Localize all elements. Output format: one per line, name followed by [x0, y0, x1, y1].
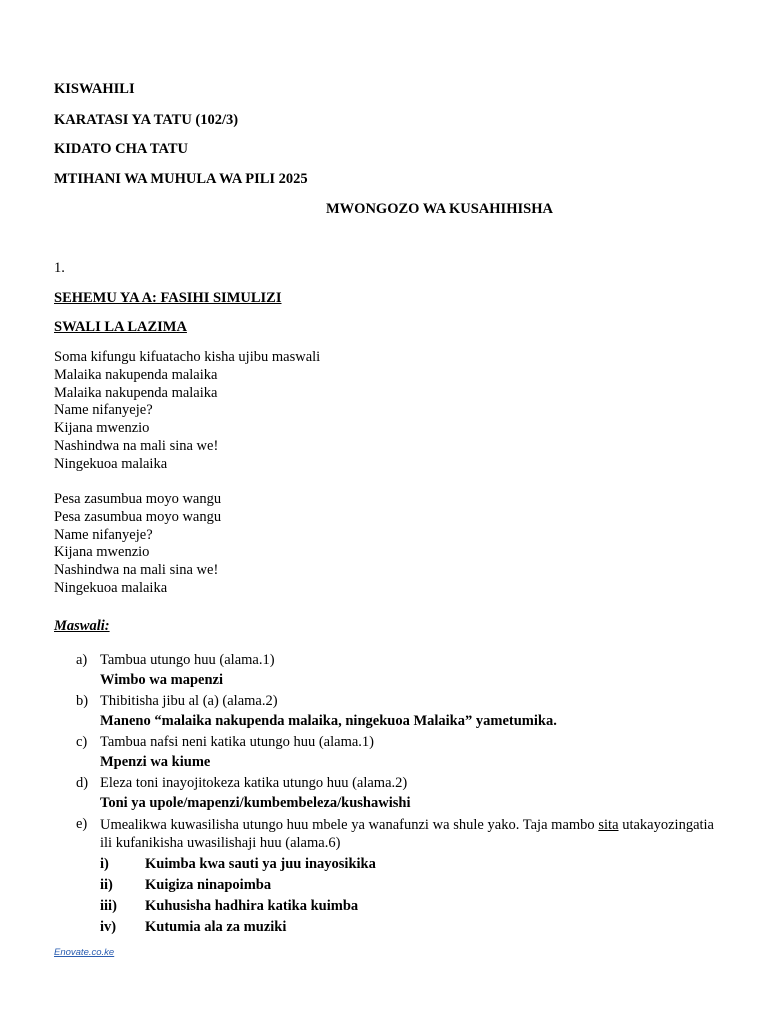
answer-number: ii): [100, 877, 113, 893]
poem-stanza-1: [54, 349, 320, 474]
answer-number: i): [100, 856, 109, 872]
footer-link[interactable]: Enovate.co.ke: [54, 947, 115, 958]
compulsory-label: SWALI LA LAZIMA: [54, 319, 187, 335]
item-marker: e): [76, 816, 88, 832]
answer-text: Kuhusisha hadhira katika kuimba: [145, 898, 359, 914]
answer-text: Kutumia ala za muziki: [145, 919, 287, 935]
instruction-text: Soma kifungu kifuatacho kisha ujibu maswali: [54, 349, 321, 365]
paper-heading: KARATASI YA TATU (102/3): [54, 112, 239, 128]
poem-line: Nashindwa na mali sina we!: [54, 437, 219, 454]
answer-item: [100, 898, 358, 915]
item-marker: a): [76, 652, 88, 668]
poem-line: Pesa zasumbua moyo wangu: [54, 508, 222, 525]
answer-number: iii): [100, 898, 117, 914]
answer-item: [100, 877, 271, 894]
item-e-text-cont: utakayozingatia ili kufanikisha uwasilishaji huu (alama.6): [100, 817, 714, 851]
answer-text: Kuimba kwa sauti ya juu inayosikika: [145, 856, 376, 872]
question-item-e: [100, 816, 714, 852]
answer-item: [100, 919, 286, 936]
answer-item: [100, 856, 376, 873]
answer-text: Kuigiza ninapoimba: [145, 877, 272, 893]
question-number: 1.: [54, 260, 65, 276]
item-question: Eleza toni inayojitokeza katika utungo huu (alama.2): [100, 775, 408, 791]
subject-heading: KISWAHILI: [54, 81, 135, 97]
poem-line: Nashindwa na mali sina we!: [54, 562, 219, 579]
poem-stanza-2: [54, 491, 221, 598]
item-answer: Mpenzi wa kiume: [100, 754, 211, 770]
poem-line: Malaika nakupenda malaika: [54, 366, 218, 383]
item-marker: c): [76, 734, 88, 750]
item-answer: Toni ya upole/mapenzi/kumbembeleza/kushawishi: [100, 795, 411, 811]
form-heading: KIDATO CHA TATU: [54, 141, 189, 157]
guide-title: MWONGOZO WA KUSAHIHISHA: [326, 201, 553, 217]
item-e-emphasis: sita: [598, 817, 619, 833]
poem-line: Ningekuoa malaika: [54, 455, 168, 472]
poem-line: Name nifanyeje?: [54, 526, 153, 543]
poem-line: Kijana mwenzio: [54, 420, 150, 437]
poem-line: Kijana mwenzio: [54, 544, 150, 561]
item-e-text: Umealikwa kuwasilisha utungo huu mbele ya wanafunzi wa shule yako. Taja mambo: [100, 817, 599, 833]
item-marker: b): [76, 693, 89, 709]
item-question: Tambua nafsi neni katika utungo huu (alama.1): [100, 734, 374, 750]
poem-line: Ningekuoa malaika: [54, 579, 168, 596]
questions-label: Maswali:: [54, 618, 110, 634]
item-answer: Maneno “malaika nakupenda malaika, ningekuoa Malaika” yametumika.: [100, 713, 557, 729]
answer-number: iv): [100, 919, 117, 935]
item-marker: d): [76, 775, 89, 791]
exam-heading: MTIHANI WA MUHULA WA PILI 2025: [54, 171, 308, 187]
section-title: SEHEMU YA A: FASIHI SIMULIZI: [54, 290, 282, 306]
item-question: Thibitisha jibu al (a) (alama.2): [100, 693, 278, 709]
item-answer: Wimbo wa mapenzi: [100, 672, 223, 688]
item-question: Tambua utungo huu (alama.1): [100, 652, 275, 668]
poem-line: Malaika nakupenda malaika: [54, 384, 218, 401]
poem-line: Name nifanyeje?: [54, 402, 153, 419]
poem-line: Pesa zasumbua moyo wangu: [54, 491, 222, 507]
